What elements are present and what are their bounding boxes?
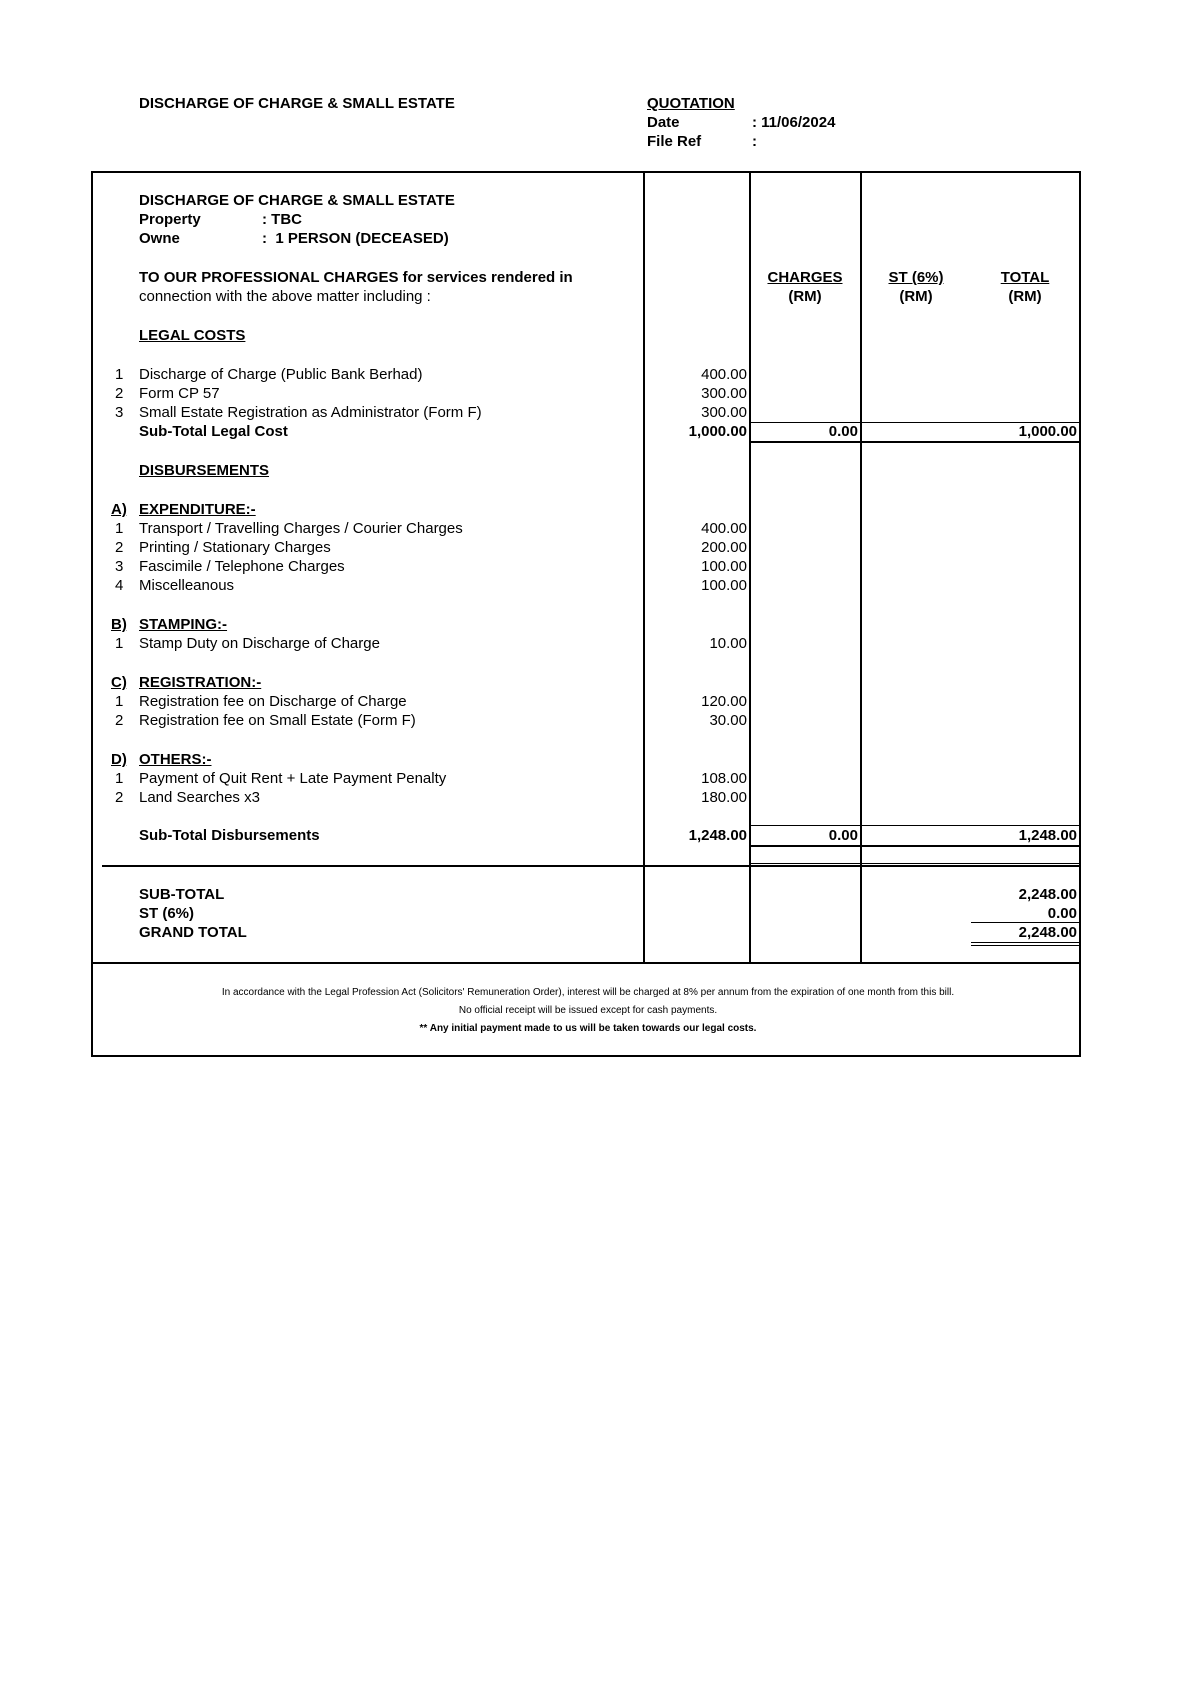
owner-value: : 1 PERSON (DECEASED) (262, 230, 449, 247)
item-number: 1 (115, 635, 124, 652)
item-amount: 30.00 (709, 712, 747, 729)
item-number: 1 (115, 366, 124, 383)
item-number: 4 (115, 577, 124, 594)
owner-label: Owne (139, 230, 180, 247)
disbursements-heading: DISBURSEMENTS (139, 462, 270, 479)
total-rule (971, 945, 1081, 946)
item-number: 2 (115, 385, 124, 402)
item-amount: 100.00 (701, 577, 747, 594)
item-number: 3 (115, 404, 124, 421)
item-amount: 120.00 (701, 693, 747, 710)
item-amount: 108.00 (701, 770, 747, 787)
item-description: Form CP 57 (139, 385, 220, 402)
item-amount: 400.00 (701, 520, 747, 537)
date-label: Date (647, 114, 680, 131)
charges-column-header: CHARGES (767, 269, 843, 286)
quotation-label: QUOTATION (647, 95, 735, 112)
receipt-note: No official receipt will be issued except for cash payments. (458, 1005, 718, 1016)
legal-costs-heading: LEGAL COSTS (139, 327, 246, 344)
item-description: Registration fee on Small Estate (Form F) (139, 712, 416, 729)
legal-subtotal-charges: 1,000.00 (688, 423, 747, 440)
item-amount: 300.00 (701, 404, 747, 421)
item-amount: 180.00 (701, 789, 747, 806)
item-number: 2 (115, 789, 124, 806)
expenditure-heading: EXPENDITURE:- (139, 501, 256, 518)
section-letter: D) (111, 751, 127, 768)
footer-divider (91, 962, 1081, 964)
grand-total-label: GRAND TOTAL (139, 924, 247, 941)
st-label: ST (6%) (139, 905, 195, 922)
fileref-value: : (752, 133, 757, 150)
interest-note: In accordance with the Legal Profession Act (Solicitors' Remuneration Order), interest will be charged at 8% per annum from the expiration of one month from this bill. (221, 987, 955, 998)
st-column-header: ST (6%) (888, 269, 944, 286)
matter-title: DISCHARGE OF CHARGE & SMALL ESTATE (139, 192, 455, 209)
item-description: Land Searches x3 (139, 789, 260, 806)
section-divider (102, 865, 1081, 867)
property-label: Property (139, 211, 201, 228)
item-amount: 400.00 (701, 366, 747, 383)
date-value: : 11/06/2024 (752, 114, 836, 131)
item-amount: 300.00 (701, 385, 747, 402)
st-value: 0.00 (1047, 905, 1077, 922)
total-rule (971, 942, 1081, 943)
section-letter: C) (111, 674, 127, 691)
fileref-label: File Ref (647, 133, 702, 150)
subtotal-rule (751, 441, 1081, 443)
subtotal-value: 2,248.00 (1018, 886, 1077, 903)
item-number: 1 (115, 693, 124, 710)
grand-total-value: 2,248.00 (1018, 924, 1077, 941)
disbursements-subtotal-label: Sub-Total Disbursements (139, 827, 320, 844)
item-description: Payment of Quit Rent + Late Payment Penalty (139, 770, 447, 787)
disbursements-subtotal-total: 1,248.00 (1018, 827, 1077, 844)
item-description: Miscelleanous (139, 577, 235, 594)
subtotal-rule (751, 845, 1081, 847)
intro-line-1: TO OUR PROFESSIONAL CHARGES for services rendered in (139, 269, 573, 286)
column-divider (643, 171, 645, 963)
disbursements-subtotal-charges: 1,248.00 (688, 827, 747, 844)
total-column-unit: (RM) (1008, 288, 1042, 305)
item-description: Registration fee on Discharge of Charge (139, 693, 407, 710)
legal-subtotal-label: Sub-Total Legal Cost (139, 423, 288, 440)
item-description: Small Estate Registration as Administrator (Form F) (139, 404, 482, 421)
item-description: Transport / Travelling Charges / Courier Charges (139, 520, 463, 537)
stamping-heading: STAMPING:- (139, 616, 228, 633)
section-letter: B) (111, 616, 127, 633)
item-amount: 100.00 (701, 558, 747, 575)
document-title: DISCHARGE OF CHARGE & SMALL ESTATE (139, 95, 455, 112)
item-description: Stamp Duty on Discharge of Charge (139, 635, 380, 652)
item-number: 1 (115, 520, 124, 537)
disbursements-subtotal-st: 0.00 (828, 827, 858, 844)
section-letter: A) (111, 501, 127, 518)
property-value: : TBC (262, 211, 302, 228)
item-amount: 200.00 (701, 539, 747, 556)
item-number: 2 (115, 712, 124, 729)
item-number: 1 (115, 770, 124, 787)
item-number: 2 (115, 539, 124, 556)
total-rule (971, 922, 1081, 923)
others-heading: OTHERS:- (139, 751, 212, 768)
item-description: Fascimile / Telephone Charges (139, 558, 345, 575)
item-number: 3 (115, 558, 124, 575)
st-column-unit: (RM) (899, 288, 933, 305)
legal-subtotal-st: 0.00 (828, 423, 858, 440)
charges-column-unit: (RM) (788, 288, 822, 305)
subtotal-label: SUB-TOTAL (139, 886, 225, 903)
registration-heading: REGISTRATION:- (139, 674, 262, 691)
item-amount: 10.00 (709, 635, 747, 652)
intro-line-2: connection with the above matter including : (139, 288, 431, 305)
subtotal-rule (751, 863, 1081, 864)
total-column-header: TOTAL (1000, 269, 1050, 286)
subtotal-rule (751, 825, 1081, 826)
payment-note: ** Any initial payment made to us will be taken towards our legal costs. (419, 1023, 757, 1034)
legal-subtotal-total: 1,000.00 (1018, 423, 1077, 440)
item-description: Printing / Stationary Charges (139, 539, 331, 556)
item-description: Discharge of Charge (Public Bank Berhad) (139, 366, 423, 383)
